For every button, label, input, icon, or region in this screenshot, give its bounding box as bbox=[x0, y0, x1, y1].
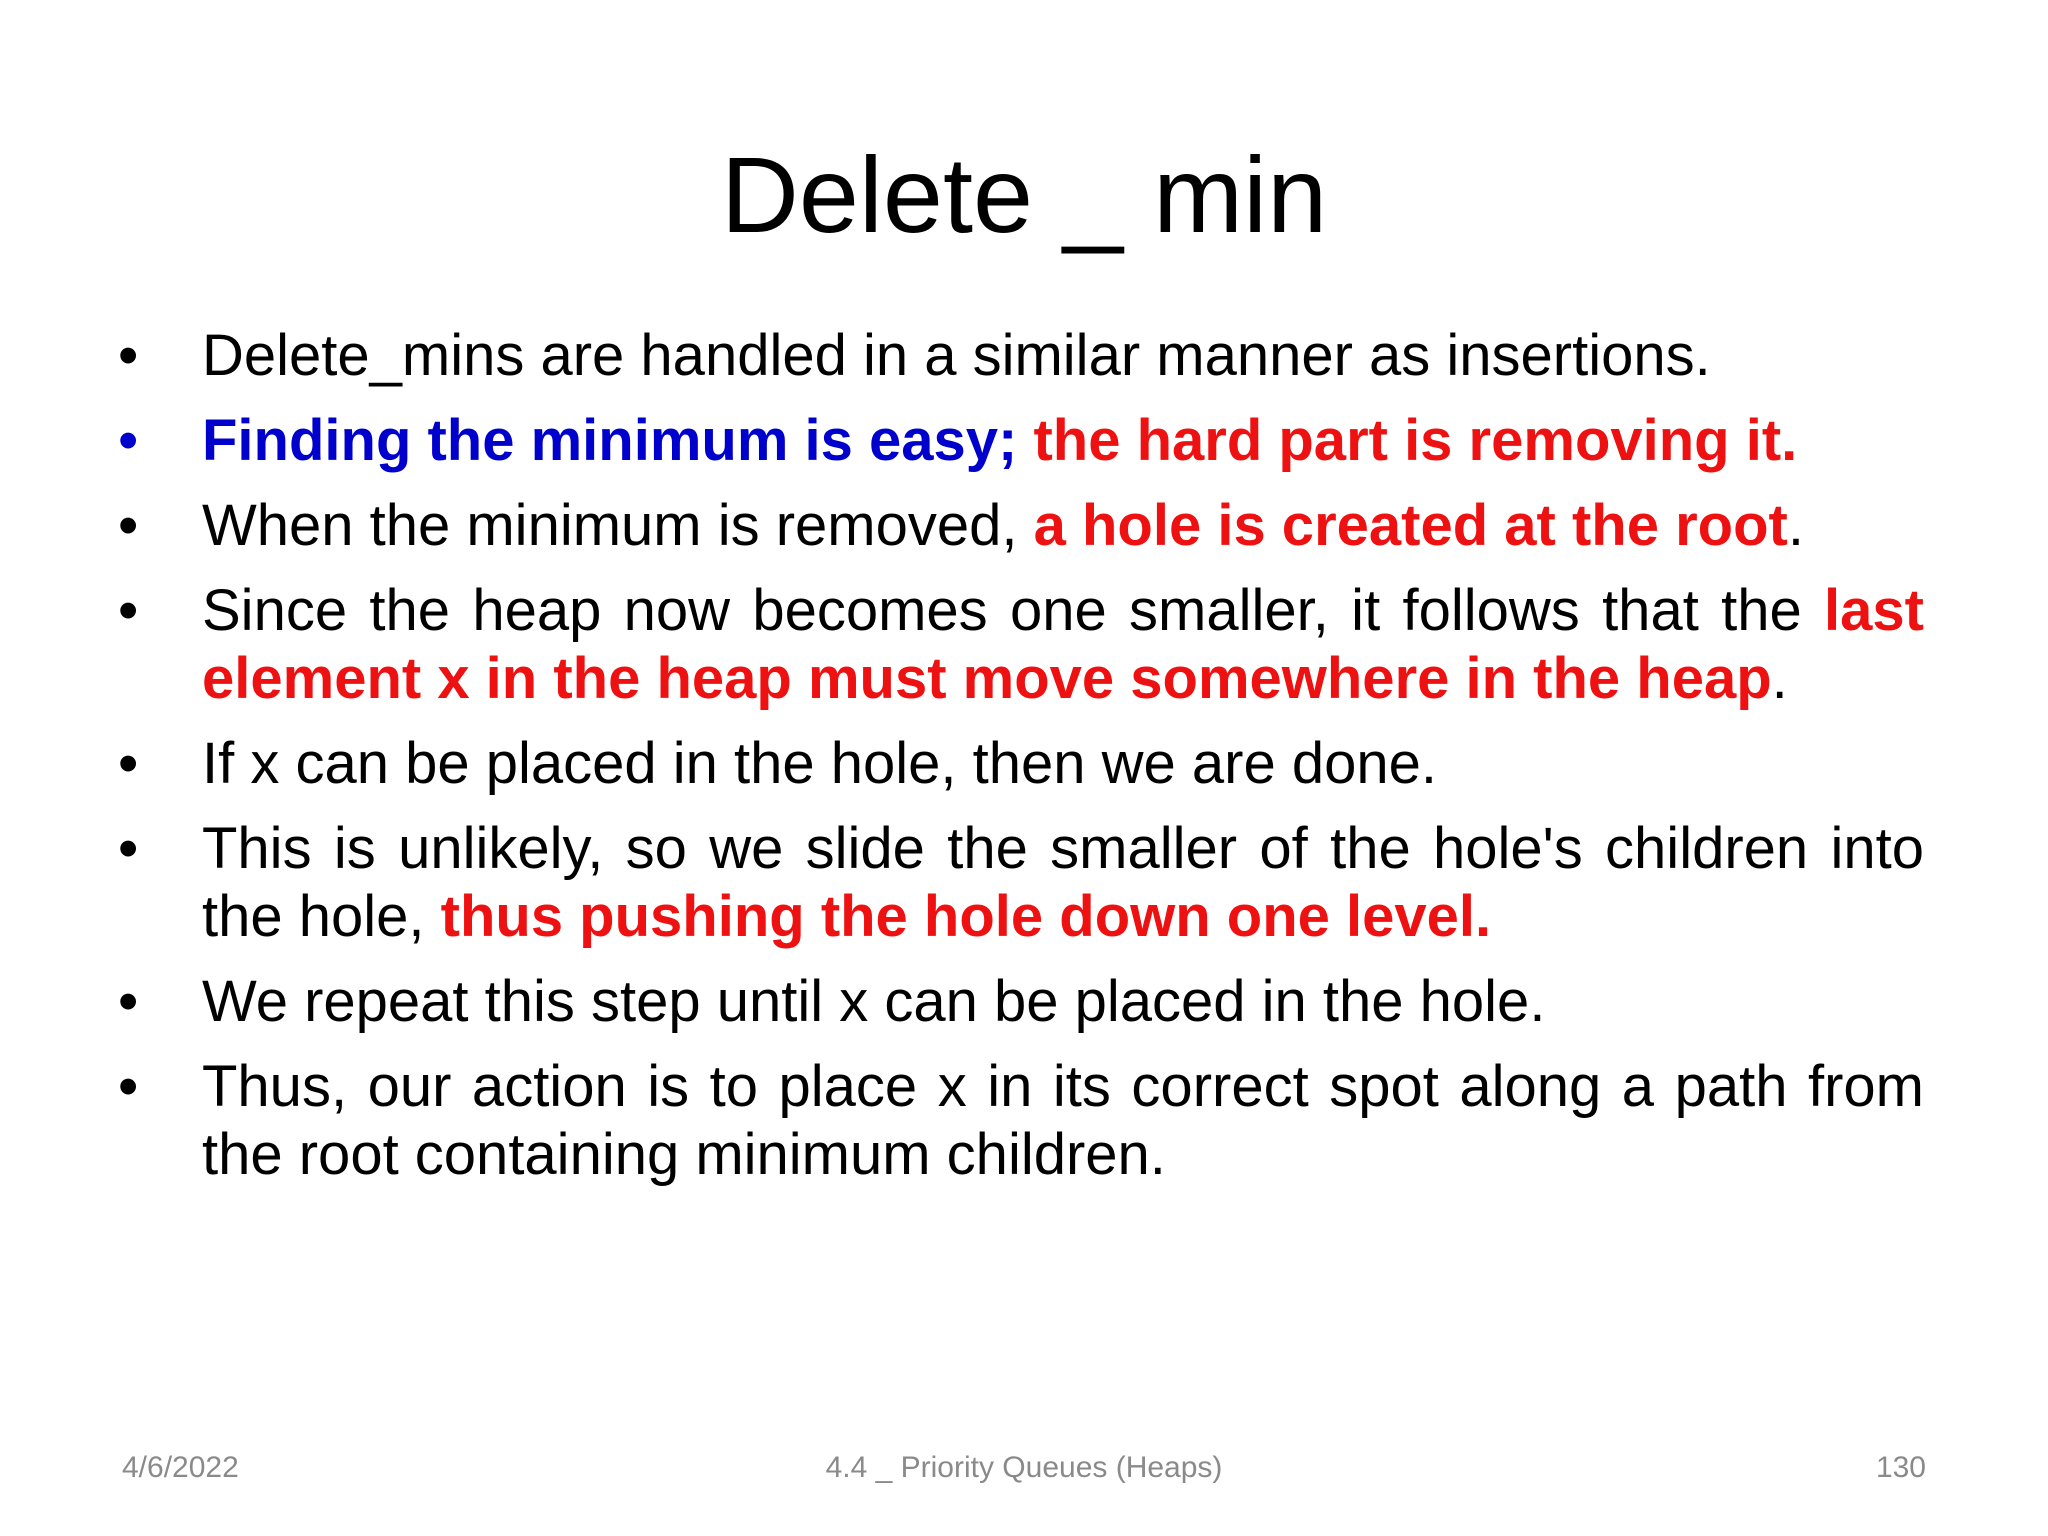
bullet-item bbox=[118, 730, 1924, 798]
bullet-text-red: a hole is created at the root bbox=[1033, 493, 1788, 558]
slide-title: Delete _ min bbox=[720, 134, 1328, 255]
bullet-list bbox=[118, 322, 1924, 1206]
bullet-item bbox=[118, 577, 1924, 713]
bullet-text: We repeat this step until x can be placed in the hole. bbox=[202, 969, 1546, 1034]
footer-page-number: 130 bbox=[1875, 1451, 1926, 1484]
bullet-text: . bbox=[1787, 493, 1804, 558]
bullet-dot: • bbox=[118, 1054, 139, 1119]
bullet-text-red: the hard part is removing it. bbox=[1033, 408, 1798, 473]
bullet-text: If x can be placed in the hole, then we are done. bbox=[202, 731, 1437, 796]
footer-topic: 4.4 _ Priority Queues (Heaps) bbox=[825, 1451, 1223, 1484]
bullet-text: Thus, our action is to place x in its correct spot along a path from the root containing minimum children. bbox=[202, 1054, 1924, 1187]
bullet-dot: • bbox=[118, 731, 139, 796]
bullet-item bbox=[118, 1053, 1924, 1189]
bullet-text: When the minimum is removed, bbox=[202, 493, 1034, 558]
bullet-text: Since the heap now becomes one smaller, it follows that the bbox=[202, 578, 1825, 643]
bullet-item bbox=[118, 407, 1924, 475]
bullet-item bbox=[118, 492, 1924, 560]
bullet-item bbox=[118, 968, 1924, 1036]
footer-date: 4/6/2022 bbox=[122, 1451, 239, 1484]
bullet-dot: • bbox=[118, 408, 139, 473]
bullet-dot: • bbox=[118, 578, 139, 643]
bullet-item bbox=[118, 322, 1924, 390]
bullet-text-blue: Finding the minimum is easy; bbox=[202, 408, 1034, 473]
bullet-dot: • bbox=[118, 816, 139, 881]
bullet-text-red: thus pushing the hole down one level. bbox=[440, 884, 1492, 949]
bullet-dot: • bbox=[118, 323, 139, 388]
bullet-text-red: last element x in the heap must move somewhere in the heap bbox=[202, 578, 1924, 711]
bullet-text: . bbox=[1771, 646, 1788, 711]
bullet-dot: • bbox=[118, 969, 139, 1034]
bullet-dot: • bbox=[118, 493, 139, 558]
bullet-text: Delete_mins are handled in a similar manner as insertions. bbox=[202, 323, 1711, 388]
bullet-item bbox=[118, 815, 1924, 951]
bullet-text: This is unlikely, so we slide the smaller of the hole's children into the hole, bbox=[202, 816, 1924, 949]
